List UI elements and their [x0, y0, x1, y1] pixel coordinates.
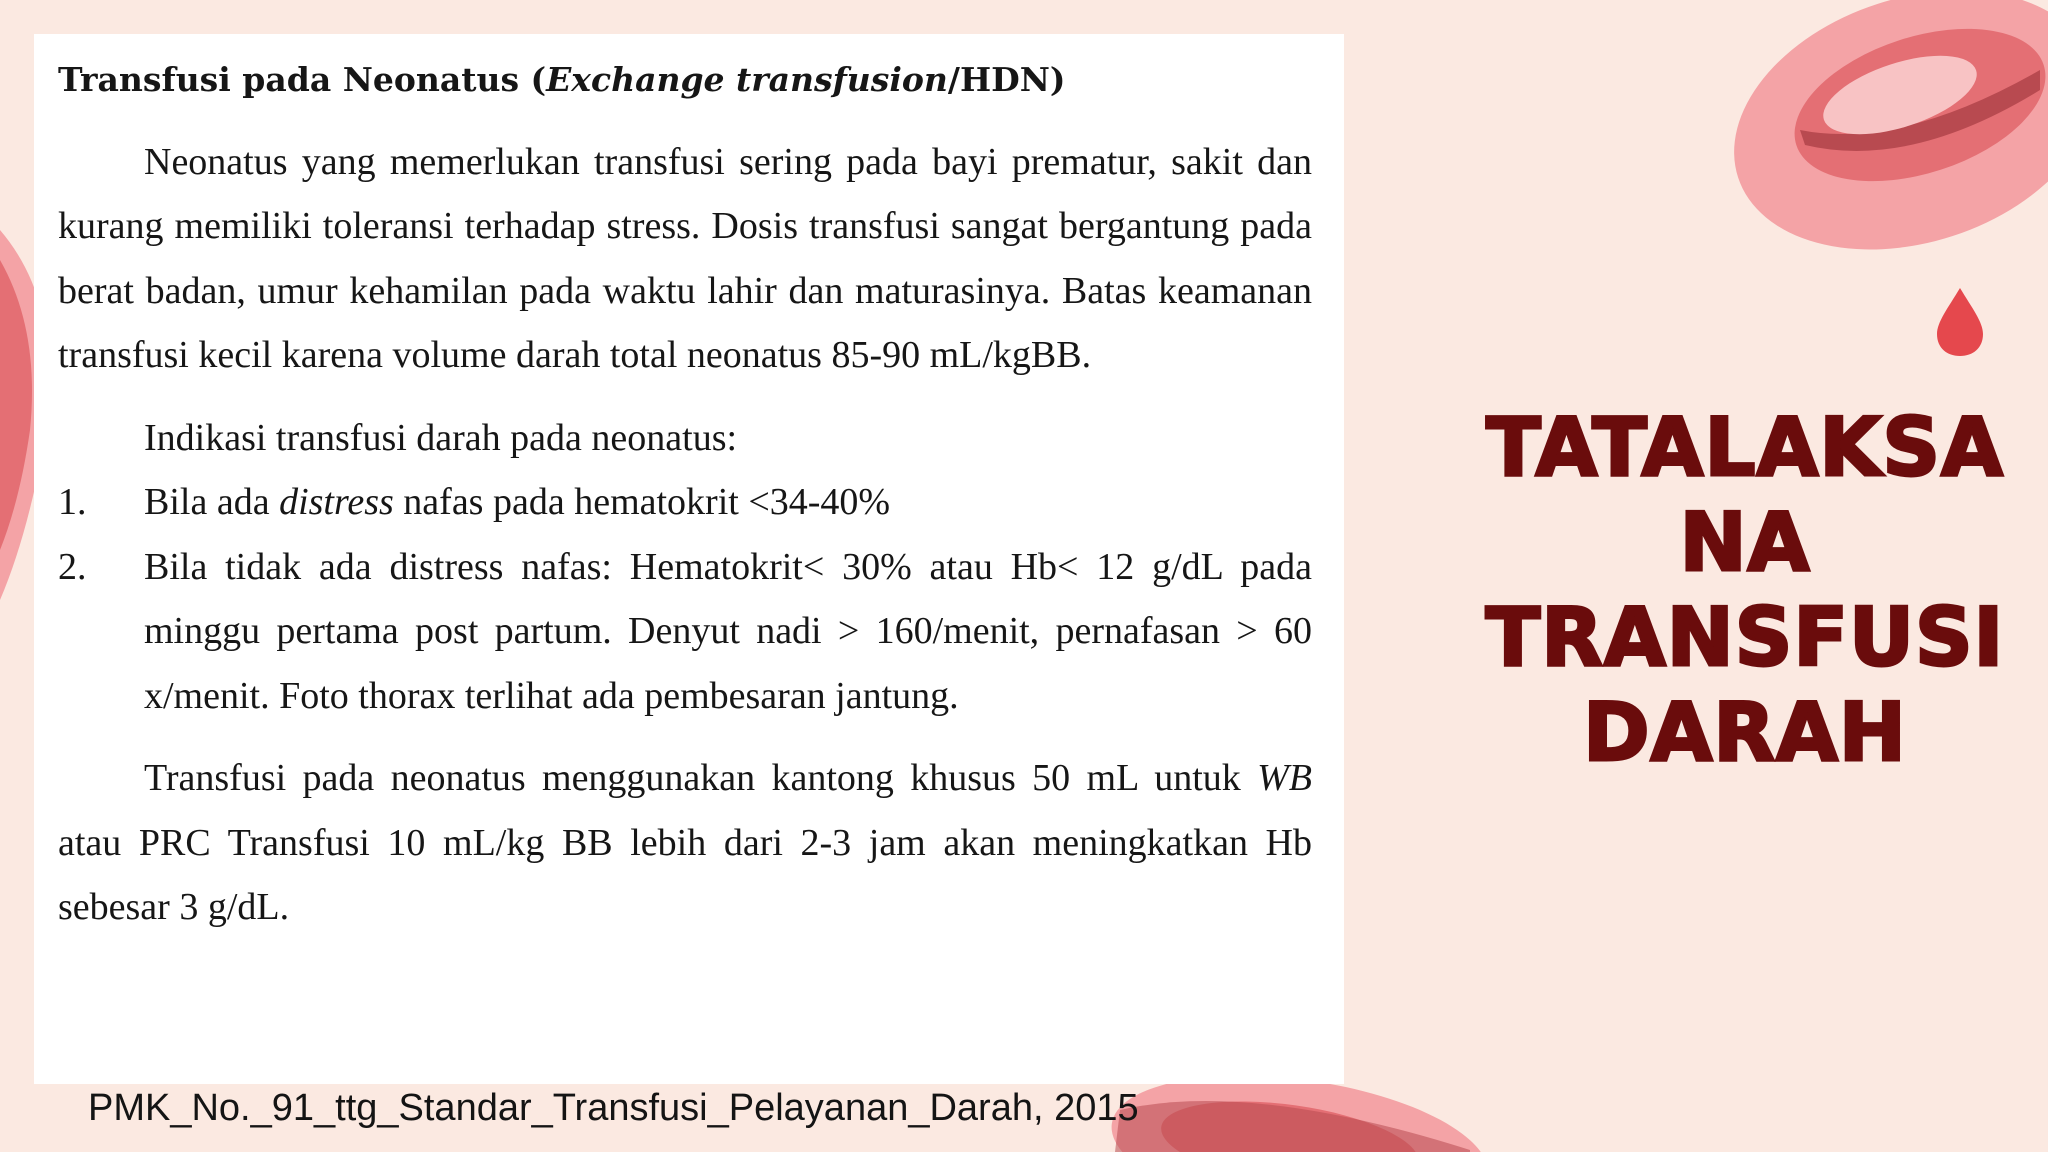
- indications-list: [58, 470, 1312, 728]
- list-item: [58, 535, 1312, 729]
- list-item-text: Bila ada distress nafas pada hematokrit <34-40%: [144, 481, 891, 524]
- document-excerpt: [34, 34, 1344, 1084]
- paragraph-dosage: Transfusi pada neonatus menggunakan kantong khusus 50 mL untuk WB atau PRC Transfusi 10 mL/kg BB lebih dari 2-3 jam akan meningkatkan Hb sebesar 3 g/dL.: [58, 757, 1312, 929]
- list-item-number: 1.: [58, 481, 87, 524]
- list-item-text: Bila tidak ada distress nafas: Hematokrit< 30% atau Hb< 12 g/dL pada minggu pertama post partum. Denyut nadi > 160/menit, pernafasan > 60 x/menit. Foto thorax terlihat ada pembesaran jantung.: [144, 545, 1312, 717]
- title-line: TRANSFUSI: [1485, 591, 2005, 684]
- paragraph-intro: Neonatus yang memerlukan transfusi sering pada bayi prematur, sakit dan kurang memiliki toleransi terhadap stress. Dosis transfusi sangat bergantung pada berat badan, umur kehamilan pada waktu lahir dan maturasinya. Batas keamanan transfusi kecil karena volume darah total neonatus 85-90 mL/kgBB.: [58, 140, 1312, 377]
- heading-text: Transfusi pada Neonatus (: [58, 60, 547, 99]
- blood-drop-icon: [1937, 288, 1983, 356]
- title-line: TATALAKSA: [1486, 401, 2004, 494]
- blood-cell-top-right: [1700, 0, 2048, 294]
- indications-intro: Indikasi transfusi darah pada neonatus:: [144, 416, 738, 459]
- title-line: DARAH: [1583, 686, 1907, 779]
- slide-title: [1440, 400, 2048, 780]
- list-item-number: 2.: [58, 545, 87, 588]
- heading-italic-text: Exchange transfusion: [546, 60, 948, 99]
- list-item: [58, 470, 1312, 535]
- document-heading: [58, 60, 1312, 100]
- source-citation: PMK_No._91_ttg_Standar_Transfusi_Pelayanan_Darah, 2015: [88, 1087, 1139, 1129]
- heading-suffix-text: /HDN): [947, 60, 1066, 99]
- title-line: NA: [1679, 496, 1811, 589]
